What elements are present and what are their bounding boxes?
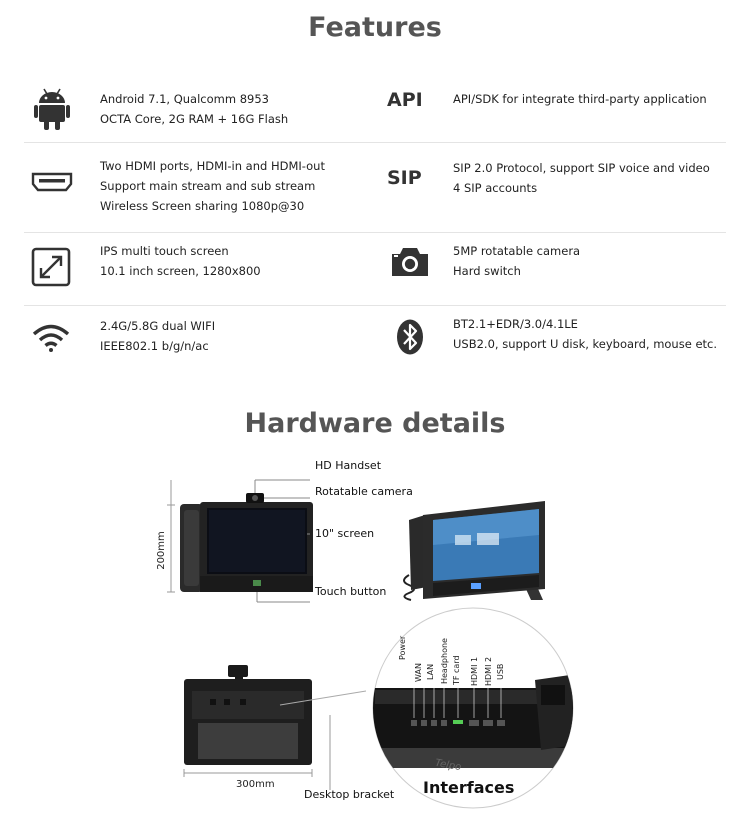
feature-bluetooth-text: BT2.1+EDR/3.0/4.1LE USB2.0, support U disk, keyboard, mouse etc. (453, 317, 718, 351)
label-interfaces: Interfaces (423, 778, 515, 797)
feature-api-text: API/SDK for integrate third-party application (453, 92, 707, 106)
label-touch-button: Touch button (315, 585, 387, 598)
label-width-300mm: 300mm (236, 779, 275, 790)
camera-icon (390, 246, 430, 282)
port-label-tf-card: TF card (452, 655, 461, 685)
hardware-title: Hardware details (244, 408, 506, 439)
feature-camera-text: 5MP rotatable camera Hard switch (453, 244, 581, 278)
separator (24, 142, 726, 143)
device-back-image (180, 665, 360, 789)
android-icon (34, 86, 70, 134)
label-desktop-bracket: Desktop bracket (304, 788, 395, 801)
port-label-hdmi1: HDMI 1 (470, 656, 479, 686)
separator (24, 232, 726, 233)
sip-icon: SIP (387, 167, 422, 189)
wifi-icon (32, 324, 70, 356)
feature-sip-text: SIP 2.0 Protocol, support SIP voice and video 4 SIP accounts (453, 161, 710, 195)
hdmi-port-icon (31, 172, 73, 196)
brand-logo: Telpo (434, 757, 463, 774)
feature-android-text: Android 7.1, Qualcomm 8953 OCTA Core, 2G RAM + 16G Flash (100, 92, 289, 126)
label-rotatable-camera: Rotatable camera (315, 485, 413, 498)
port-label-headphone: Headphone (440, 638, 449, 684)
label-screen: 10" screen (315, 527, 375, 540)
api-icon: API (387, 89, 423, 111)
port-label-hdmi2: HDMI 2 (484, 656, 493, 686)
separator (24, 305, 726, 306)
features-title: Features (308, 12, 442, 43)
device-angled-image (395, 495, 555, 609)
label-height-200mm: 200mm (155, 531, 167, 570)
feature-screen-text: IPS multi touch screen 10.1 inch screen, 1280x800 (100, 244, 261, 278)
port-label-lan: LAN (426, 663, 435, 680)
expand-screen-icon (31, 247, 71, 291)
feature-wifi-text: 2.4G/5.8G dual WIFI IEEE802.1 b/g/n/ac (100, 319, 216, 353)
bluetooth-icon (396, 319, 424, 359)
port-label-usb: USB (496, 663, 505, 680)
port-label-power: Power (398, 635, 407, 660)
label-hd-handset: HD Handset (315, 459, 382, 472)
port-label-wan: WAN (414, 663, 423, 682)
feature-hdmi-text: Two HDMI ports, HDMI-in and HDMI-out Support main stream and sub stream Wireless Screen sharing 1080p@30 (100, 159, 325, 213)
